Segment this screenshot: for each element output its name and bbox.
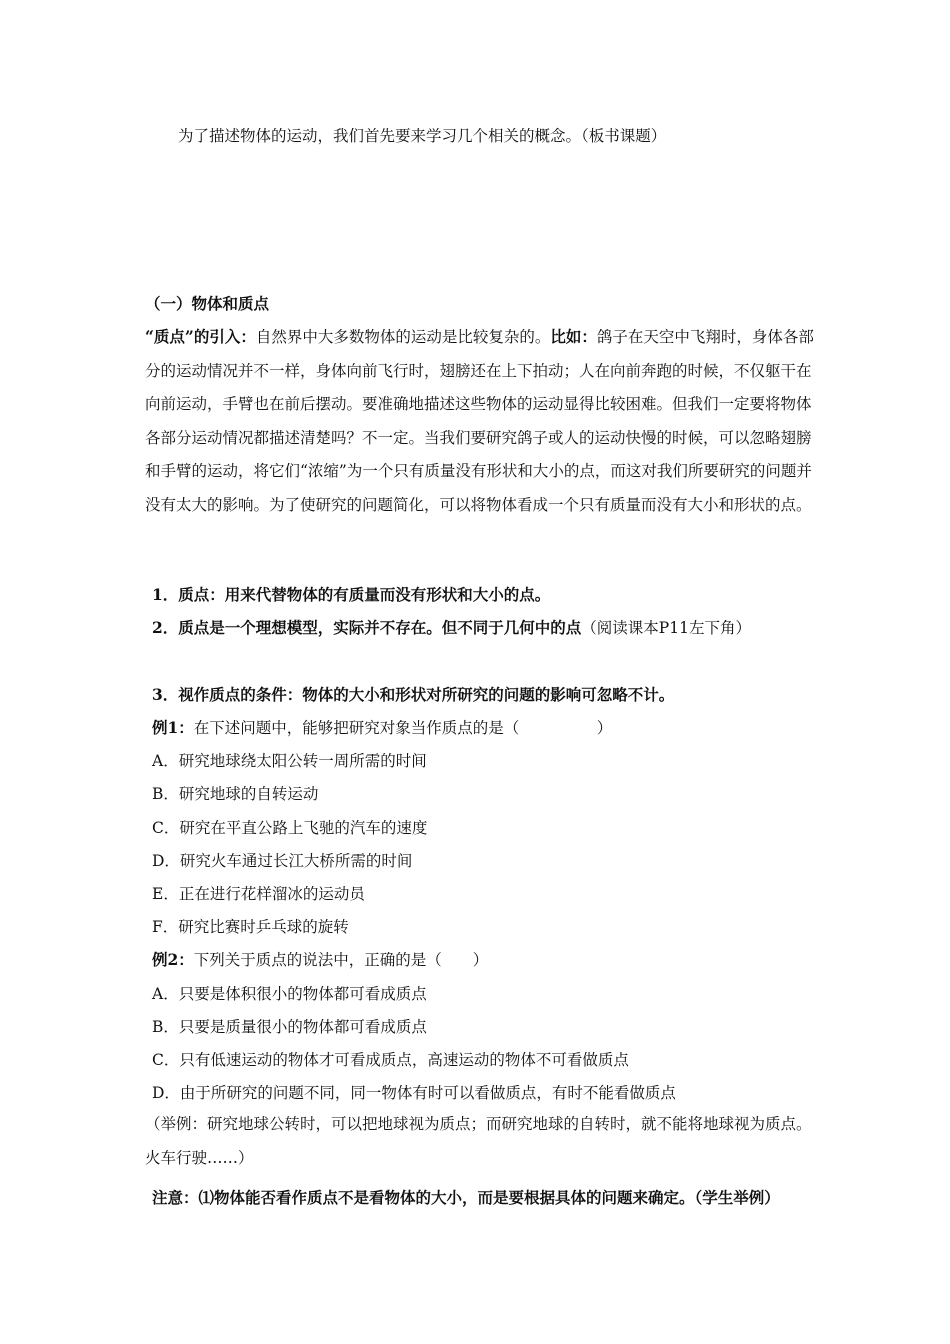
example-2-text: 下列关于质点的说法中，正确的是（ ）: [193, 951, 489, 969]
example-1-option-c: C．研究在平直公路上飞驰的汽车的速度: [152, 819, 428, 837]
example-note: （举例：研究地球公转时，可以把地球视为质点；而研究地球的自转时，就不能将地球视为质点。火车行驶……）: [145, 1115, 812, 1167]
example-1-option-e: E．正在进行花样溜冰的运动员: [152, 885, 365, 903]
example-2-label: 例2：: [152, 950, 194, 969]
example-1-option-b: B．研究地球的自转运动: [152, 785, 319, 803]
example-2-option-c: C．只有低速运动的物体才可看成质点，高速运动的物体不可看做质点: [152, 1051, 629, 1069]
example-1-label: 例1：: [152, 718, 194, 737]
example-1-option-f: F．研究比赛时乒乓球的旋转: [152, 918, 349, 936]
attention-note: 注意：⑴物体能否看作质点不是看物体的大小，而是要根据具体的问题来确定。（学生举例）: [152, 1188, 780, 1207]
intro-text: 为了描述物体的运动，我们首先要来学习几个相关的概念。（板书课题）: [178, 127, 667, 145]
example-2-option-b: B．只要是质量很小的物体都可看成质点: [152, 1018, 427, 1036]
example-1-option-d: D．研究火车通过长江大桥所需的时间: [152, 852, 413, 870]
example-1-text: 在下述问题中，能够把研究对象当作质点的是（ ）: [193, 719, 613, 737]
example-2-option-d: D．由于所研究的问题不同，同一物体有时可以看做质点，有时不能看做质点: [152, 1084, 676, 1102]
intro-paragraph: [145, 320, 817, 522]
point-1: 1．质点：用来代替物体的有质量而没有形状和大小的点。: [152, 585, 551, 604]
point-2: [152, 618, 751, 638]
point-3: 3．视作质点的条件：物体的大小和形状对所研究的问题的影响可忽略不计。: [152, 685, 675, 704]
paragraph-text-2: 鸽子在天空中飞翔时，身体各部分的运动情况并不一样，身体向前飞行时，翅膀还在上下拍动；人在向前奔跑的时候，不仅躯干在向前运动，手臂也在前后摆动。要准确地描述这些物体的运动显得比较困难。但我们一定要将物体各部分运动情况都描述清楚吗？不一定。当我们要研究鸽子或人的运动快慢的时候，可以忽略翅膀和手臂的运动，将它们“浓缩”为一个只有质量没有形状和大小的点，而这对我们所要研究的问题并没有太大的影响。为了使研究的问题简化，可以将物体看成一个只有质量而没有大小和形状的点。: [145, 328, 814, 514]
paragraph-label-example: 比如：: [550, 327, 597, 346]
section-title: （一）物体和质点: [145, 294, 270, 313]
point-2-note: （阅读课本P11左下角）: [581, 619, 751, 637]
paragraph-text-1: 自然界中大多数物体的运动是比较复杂的。: [255, 328, 551, 346]
example-2-option-a: A．只要是体积很小的物体都可看成质点: [152, 985, 427, 1003]
example-2-question: [152, 950, 488, 970]
example-1-question: [152, 718, 612, 738]
point-2-bold: 2．质点是一个理想模型，实际并不存在。但不同于几何中的点: [152, 618, 582, 637]
paragraph-label-intro: “质点”的引入：: [145, 327, 256, 346]
example-1-option-a: A．研究地球绕太阳公转一周所需的时间: [152, 752, 427, 770]
